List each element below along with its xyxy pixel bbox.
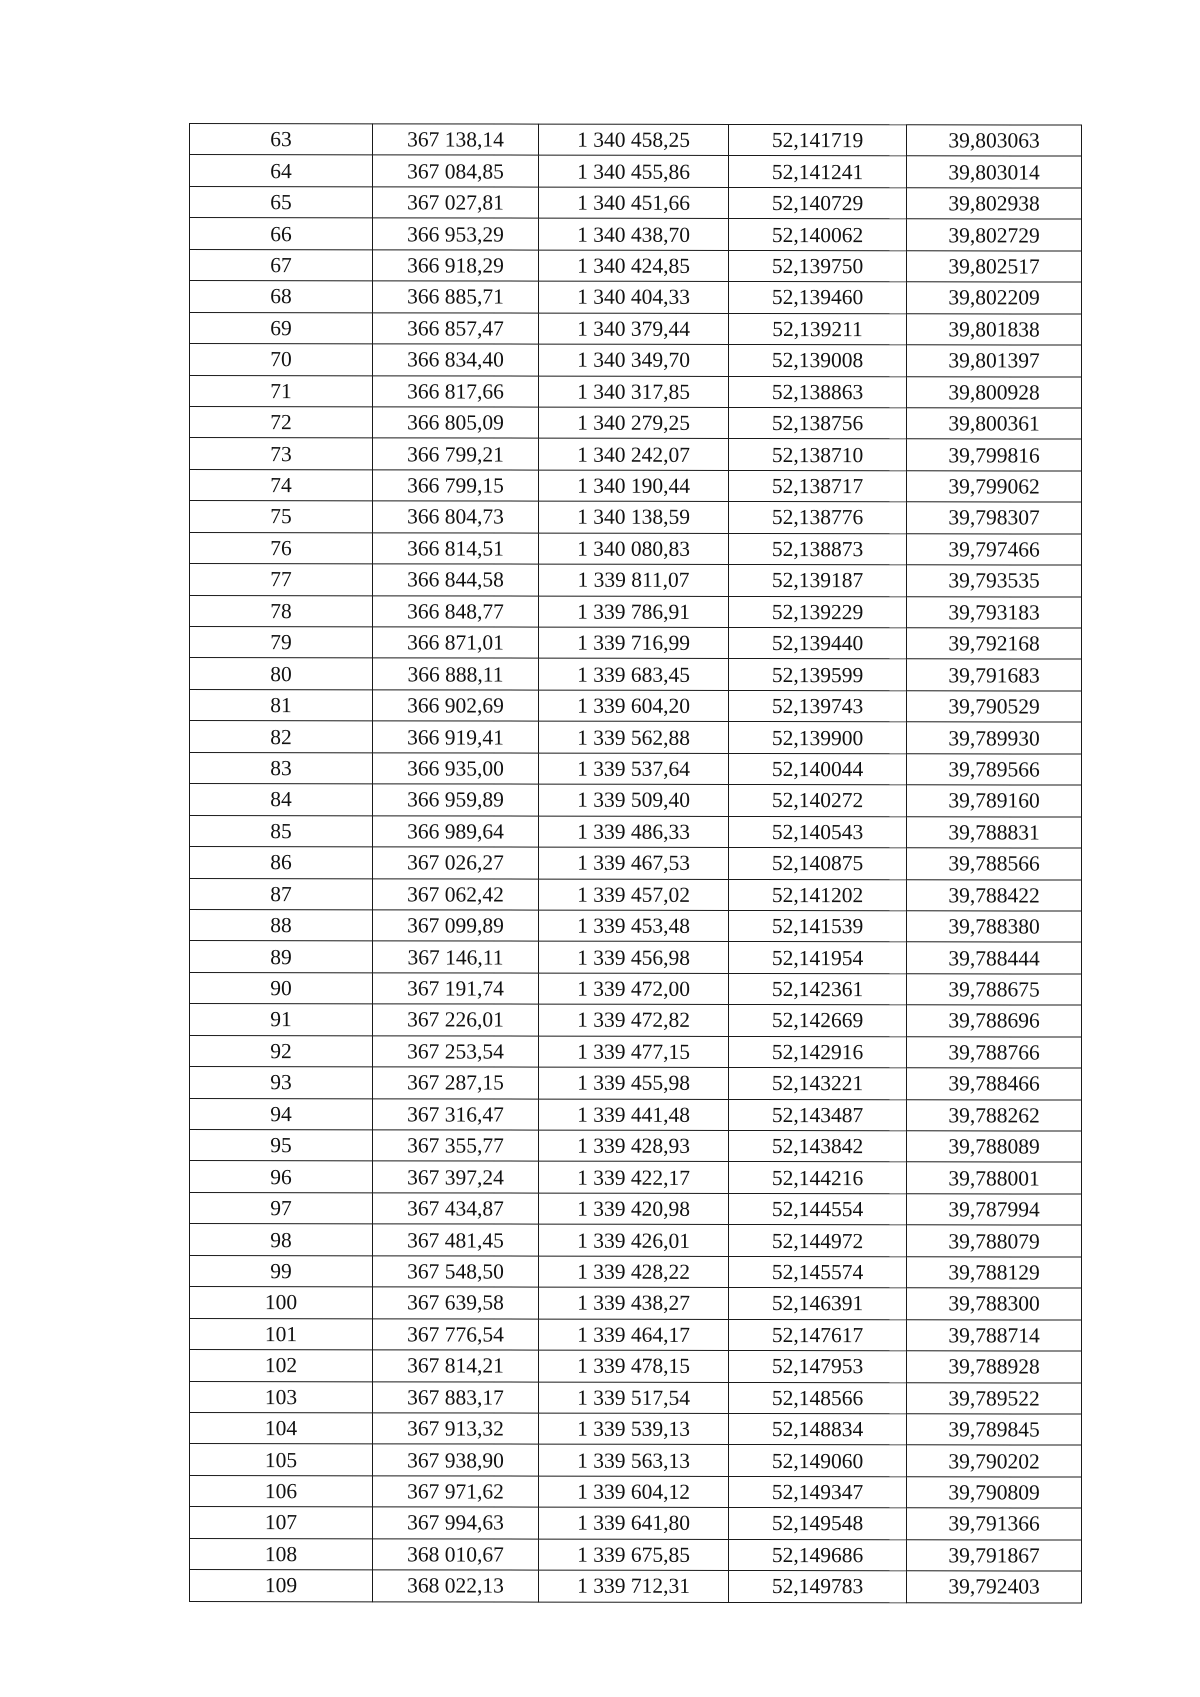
coordinates-table-body [190,124,1082,1603]
latitude-cell: 52,149347 [729,1476,907,1508]
point-number-cell: 85 [190,815,373,847]
point-number-cell: 78 [190,595,373,627]
longitude-cell: 39,788001 [907,1162,1082,1194]
x-coordinate-cell: 367 191,74 [373,973,539,1005]
longitude-cell: 39,801838 [907,313,1082,345]
table-row [190,218,1082,251]
table-row [190,438,1082,471]
point-number-cell: 89 [190,941,373,973]
y-coordinate-cell: 1 339 455,98 [539,1067,729,1099]
y-coordinate-cell: 1 340 455,86 [539,156,729,188]
longitude-cell: 39,788262 [907,1099,1082,1131]
table-row [190,909,1082,942]
y-coordinate-cell: 1 340 242,07 [539,438,729,470]
y-coordinate-cell: 1 340 138,59 [539,501,729,533]
table-row [190,344,1082,377]
table-row [190,1318,1082,1351]
x-coordinate-cell: 367 316,47 [373,1098,539,1130]
point-number-cell: 95 [190,1130,373,1162]
latitude-cell: 52,147617 [729,1319,907,1351]
y-coordinate-cell: 1 339 472,00 [539,973,729,1005]
longitude-cell: 39,788129 [907,1257,1082,1289]
y-coordinate-cell: 1 339 716,99 [539,627,729,659]
point-number-cell: 106 [190,1475,373,1507]
y-coordinate-cell: 1 339 786,91 [539,596,729,628]
point-number-cell: 100 [190,1287,373,1319]
y-coordinate-cell: 1 340 279,25 [539,407,729,439]
y-coordinate-cell: 1 340 424,85 [539,250,729,282]
x-coordinate-cell: 367 355,77 [373,1130,539,1162]
latitude-cell: 52,139211 [729,313,907,345]
latitude-cell: 52,139008 [729,345,907,377]
point-number-cell: 71 [190,375,373,407]
point-number-cell: 73 [190,438,373,470]
x-coordinate-cell: 366 959,89 [373,784,539,816]
table-row [190,752,1082,785]
x-coordinate-cell: 366 814,51 [373,533,539,565]
table-row [190,721,1082,754]
y-coordinate-cell: 1 339 441,48 [539,1099,729,1131]
y-coordinate-cell: 1 339 683,45 [539,659,729,691]
table-row [190,124,1082,157]
point-number-cell: 63 [190,124,373,156]
y-coordinate-cell: 1 339 422,17 [539,1162,729,1194]
y-coordinate-cell: 1 339 472,82 [539,1004,729,1036]
latitude-cell: 52,143487 [729,1099,907,1131]
point-number-cell: 92 [190,1035,373,1067]
point-number-cell: 74 [190,469,373,501]
point-number-cell: 96 [190,1161,373,1193]
longitude-cell: 39,788380 [907,911,1082,943]
y-coordinate-cell: 1 339 539,13 [539,1413,729,1445]
y-coordinate-cell: 1 339 426,01 [539,1224,729,1256]
x-coordinate-cell: 367 639,58 [373,1287,539,1319]
table-row [190,1475,1082,1508]
longitude-cell: 39,789566 [907,754,1082,786]
table-row [190,1381,1082,1414]
longitude-cell: 39,790529 [907,691,1082,723]
latitude-cell: 52,148834 [729,1413,907,1445]
latitude-cell: 52,139229 [729,596,907,628]
x-coordinate-cell: 366 857,47 [373,312,539,344]
y-coordinate-cell: 1 339 537,64 [539,753,729,785]
x-coordinate-cell: 367 913,32 [373,1413,539,1445]
x-coordinate-cell: 366 885,71 [373,281,539,313]
x-coordinate-cell: 366 799,21 [373,438,539,470]
longitude-cell: 39,788675 [907,974,1082,1006]
x-coordinate-cell: 367 971,62 [373,1476,539,1508]
y-coordinate-cell: 1 339 563,13 [539,1444,729,1476]
table-row [190,847,1082,880]
table-row [190,312,1082,345]
longitude-cell: 39,791366 [907,1508,1082,1540]
table-row [190,406,1082,439]
table-row [190,1192,1082,1225]
longitude-cell: 39,788444 [907,942,1082,974]
point-number-cell: 84 [190,784,373,816]
y-coordinate-cell: 1 339 712,31 [539,1570,729,1602]
longitude-cell: 39,788714 [907,1319,1082,1351]
latitude-cell: 52,144216 [729,1162,907,1194]
point-number-cell: 101 [190,1318,373,1350]
table-row [190,1538,1082,1571]
table-row [190,501,1082,534]
y-coordinate-cell: 1 339 486,33 [539,816,729,848]
point-number-cell: 80 [190,658,373,690]
y-coordinate-cell: 1 339 562,88 [539,721,729,753]
point-number-cell: 76 [190,532,373,564]
coordinates-table [189,123,1082,1603]
y-coordinate-cell: 1 339 675,85 [539,1539,729,1571]
point-number-cell: 68 [190,281,373,313]
table-row [190,281,1082,314]
point-number-cell: 103 [190,1381,373,1413]
latitude-cell: 52,140062 [729,219,907,251]
y-coordinate-cell: 1 340 438,70 [539,218,729,250]
x-coordinate-cell: 366 888,11 [373,658,539,690]
latitude-cell: 52,139750 [729,250,907,282]
longitude-cell: 39,799816 [907,439,1082,471]
longitude-cell: 39,788422 [907,879,1082,911]
latitude-cell: 52,140272 [729,785,907,817]
y-coordinate-cell: 1 339 464,17 [539,1319,729,1351]
longitude-cell: 39,789930 [907,722,1082,754]
point-number-cell: 90 [190,972,373,1004]
latitude-cell: 52,141241 [729,156,907,188]
y-coordinate-cell: 1 340 349,70 [539,344,729,376]
point-number-cell: 87 [190,878,373,910]
x-coordinate-cell: 367 026,27 [373,847,539,879]
longitude-cell: 39,789845 [907,1414,1082,1446]
point-number-cell: 72 [190,406,373,438]
table-row [190,1035,1082,1068]
y-coordinate-cell: 1 339 453,48 [539,910,729,942]
latitude-cell: 52,138717 [729,470,907,502]
y-coordinate-cell: 1 339 641,80 [539,1507,729,1539]
x-coordinate-cell: 366 834,40 [373,344,539,376]
longitude-cell: 39,802209 [907,282,1082,314]
table-row [190,972,1082,1005]
point-number-cell: 86 [190,847,373,879]
y-coordinate-cell: 1 339 811,07 [539,564,729,596]
table-row [190,658,1082,691]
longitude-cell: 39,797466 [907,533,1082,565]
latitude-cell: 52,138776 [729,502,907,534]
latitude-cell: 52,139900 [729,722,907,754]
x-coordinate-cell: 367 146,11 [373,941,539,973]
latitude-cell: 52,142361 [729,973,907,1005]
latitude-cell: 52,141539 [729,910,907,942]
latitude-cell: 52,143842 [729,1130,907,1162]
latitude-cell: 52,142916 [729,1036,907,1068]
y-coordinate-cell: 1 339 467,53 [539,847,729,879]
latitude-cell: 52,145574 [729,1256,907,1288]
latitude-cell: 52,141202 [729,879,907,911]
table-row [190,1255,1082,1288]
latitude-cell: 52,149783 [729,1571,907,1603]
longitude-cell: 39,788300 [907,1288,1082,1320]
y-coordinate-cell: 1 339 478,15 [539,1350,729,1382]
longitude-cell: 39,791683 [907,659,1082,691]
point-number-cell: 98 [190,1224,373,1256]
x-coordinate-cell: 366 953,29 [373,218,539,250]
table-row [190,1161,1082,1194]
point-number-cell: 82 [190,721,373,753]
point-number-cell: 66 [190,218,373,250]
table-row [190,1098,1082,1131]
point-number-cell: 93 [190,1067,373,1099]
table-row [190,627,1082,660]
x-coordinate-cell: 367 397,24 [373,1161,539,1193]
x-coordinate-cell: 367 062,42 [373,878,539,910]
x-coordinate-cell: 367 994,63 [373,1507,539,1539]
longitude-cell: 39,787994 [907,1194,1082,1226]
longitude-cell: 39,788696 [907,1005,1082,1037]
point-number-cell: 81 [190,689,373,721]
longitude-cell: 39,800361 [907,408,1082,440]
y-coordinate-cell: 1 340 080,83 [539,533,729,565]
point-number-cell: 97 [190,1192,373,1224]
point-number-cell: 107 [190,1507,373,1539]
longitude-cell: 39,792168 [907,628,1082,660]
table-row [190,878,1082,911]
x-coordinate-cell: 366 935,00 [373,753,539,785]
y-coordinate-cell: 1 340 404,33 [539,281,729,313]
x-coordinate-cell: 367 287,15 [373,1067,539,1099]
longitude-cell: 39,788466 [907,1068,1082,1100]
point-number-cell: 91 [190,1004,373,1036]
latitude-cell: 52,138873 [729,533,907,565]
x-coordinate-cell: 367 776,54 [373,1318,539,1350]
x-coordinate-cell: 367 084,85 [373,155,539,187]
point-number-cell: 88 [190,909,373,941]
table-row [190,1287,1082,1320]
longitude-cell: 39,788089 [907,1131,1082,1163]
table-row [190,1224,1082,1257]
longitude-cell: 39,798307 [907,502,1082,534]
table-row [190,689,1082,722]
table-row [190,815,1082,848]
longitude-cell: 39,788831 [907,816,1082,848]
longitude-cell: 39,790202 [907,1445,1082,1477]
longitude-cell: 39,793535 [907,565,1082,597]
y-coordinate-cell: 1 340 190,44 [539,470,729,502]
point-number-cell: 109 [190,1570,373,1602]
table-row [190,1444,1082,1477]
y-coordinate-cell: 1 340 451,66 [539,187,729,219]
longitude-cell: 39,788079 [907,1225,1082,1257]
point-number-cell: 83 [190,752,373,784]
longitude-cell: 39,802729 [907,219,1082,251]
longitude-cell: 39,792403 [907,1571,1082,1603]
y-coordinate-cell: 1 340 379,44 [539,313,729,345]
point-number-cell: 75 [190,501,373,533]
point-number-cell: 102 [190,1350,373,1382]
x-coordinate-cell: 366 848,77 [373,595,539,627]
latitude-cell: 52,139599 [729,659,907,691]
table-row [190,1067,1082,1100]
x-coordinate-cell: 366 817,66 [373,375,539,407]
latitude-cell: 52,141954 [729,942,907,974]
point-number-cell: 104 [190,1412,373,1444]
x-coordinate-cell: 367 938,90 [373,1444,539,1476]
longitude-cell: 39,799062 [907,471,1082,503]
point-number-cell: 70 [190,344,373,376]
y-coordinate-cell: 1 339 428,22 [539,1256,729,1288]
longitude-cell: 39,789160 [907,785,1082,817]
table-row [190,469,1082,502]
x-coordinate-cell: 367 434,87 [373,1193,539,1225]
latitude-cell: 52,142669 [729,1005,907,1037]
longitude-cell: 39,803063 [907,125,1082,157]
point-number-cell: 105 [190,1444,373,1476]
x-coordinate-cell: 366 989,64 [373,815,539,847]
x-coordinate-cell: 367 548,50 [373,1256,539,1288]
longitude-cell: 39,788566 [907,848,1082,880]
point-number-cell: 77 [190,564,373,596]
x-coordinate-cell: 367 226,01 [373,1004,539,1036]
x-coordinate-cell: 367 027,81 [373,187,539,219]
y-coordinate-cell: 1 339 428,93 [539,1130,729,1162]
latitude-cell: 52,139460 [729,282,907,314]
x-coordinate-cell: 366 844,58 [373,564,539,596]
latitude-cell: 52,141719 [729,124,907,156]
latitude-cell: 52,138756 [729,407,907,439]
point-number-cell: 65 [190,186,373,218]
y-coordinate-cell: 1 339 604,12 [539,1476,729,1508]
latitude-cell: 52,149060 [729,1445,907,1477]
y-coordinate-cell: 1 339 456,98 [539,941,729,973]
latitude-cell: 52,138863 [729,376,907,408]
longitude-cell: 39,800928 [907,376,1082,408]
y-coordinate-cell: 1 339 517,54 [539,1382,729,1414]
y-coordinate-cell: 1 339 604,20 [539,690,729,722]
y-coordinate-cell: 1 339 457,02 [539,879,729,911]
point-number-cell: 99 [190,1255,373,1287]
latitude-cell: 52,139440 [729,627,907,659]
table-row [190,1412,1082,1445]
point-number-cell: 69 [190,312,373,344]
latitude-cell: 52,149548 [729,1508,907,1540]
x-coordinate-cell: 366 918,29 [373,250,539,282]
y-coordinate-cell: 1 339 509,40 [539,784,729,816]
point-number-cell: 64 [190,155,373,187]
longitude-cell: 39,801397 [907,345,1082,377]
latitude-cell: 52,143221 [729,1068,907,1100]
y-coordinate-cell: 1 339 477,15 [539,1036,729,1068]
table-row [190,784,1082,817]
table-row [190,941,1082,974]
latitude-cell: 52,140729 [729,187,907,219]
table-row [190,1507,1082,1540]
point-number-cell: 108 [190,1538,373,1570]
table-row [190,564,1082,597]
table-row [190,186,1082,219]
longitude-cell: 39,790809 [907,1477,1082,1509]
latitude-cell: 52,148566 [729,1382,907,1414]
longitude-cell: 39,788766 [907,1036,1082,1068]
x-coordinate-cell: 368 022,13 [373,1570,539,1602]
table-row [190,249,1082,282]
point-number-cell: 79 [190,627,373,659]
x-coordinate-cell: 367 138,14 [373,124,539,156]
latitude-cell: 52,146391 [729,1288,907,1320]
table-row [190,1570,1082,1603]
x-coordinate-cell: 367 481,45 [373,1224,539,1256]
x-coordinate-cell: 366 805,09 [373,407,539,439]
latitude-cell: 52,149686 [729,1539,907,1571]
latitude-cell: 52,139743 [729,690,907,722]
latitude-cell: 52,144972 [729,1225,907,1257]
point-number-cell: 94 [190,1098,373,1130]
table-row [190,1130,1082,1163]
x-coordinate-cell: 367 883,17 [373,1381,539,1413]
table-row [190,532,1082,565]
latitude-cell: 52,140543 [729,816,907,848]
x-coordinate-cell: 367 814,21 [373,1350,539,1382]
x-coordinate-cell: 366 902,69 [373,690,539,722]
longitude-cell: 39,802517 [907,251,1082,283]
x-coordinate-cell: 366 799,15 [373,470,539,502]
x-coordinate-cell: 367 099,89 [373,910,539,942]
latitude-cell: 52,140044 [729,753,907,785]
longitude-cell: 39,791867 [907,1539,1082,1571]
x-coordinate-cell: 366 871,01 [373,627,539,659]
y-coordinate-cell: 1 339 420,98 [539,1193,729,1225]
latitude-cell: 52,140875 [729,848,907,880]
table-row [190,595,1082,628]
x-coordinate-cell: 368 010,67 [373,1539,539,1571]
latitude-cell: 52,138710 [729,439,907,471]
longitude-cell: 39,793183 [907,596,1082,628]
table-row [190,1350,1082,1383]
latitude-cell: 52,139187 [729,565,907,597]
table-row [190,155,1082,188]
table-row [190,375,1082,408]
y-coordinate-cell: 1 340 317,85 [539,376,729,408]
longitude-cell: 39,789522 [907,1382,1082,1414]
x-coordinate-cell: 366 919,41 [373,721,539,753]
y-coordinate-cell: 1 340 458,25 [539,124,729,156]
x-coordinate-cell: 367 253,54 [373,1036,539,1068]
y-coordinate-cell: 1 339 438,27 [539,1287,729,1319]
longitude-cell: 39,802938 [907,188,1082,220]
longitude-cell: 39,803014 [907,156,1082,188]
latitude-cell: 52,144554 [729,1193,907,1225]
table-row [190,1004,1082,1037]
latitude-cell: 52,147953 [729,1351,907,1383]
longitude-cell: 39,788928 [907,1351,1082,1383]
x-coordinate-cell: 366 804,73 [373,501,539,533]
point-number-cell: 67 [190,249,373,281]
